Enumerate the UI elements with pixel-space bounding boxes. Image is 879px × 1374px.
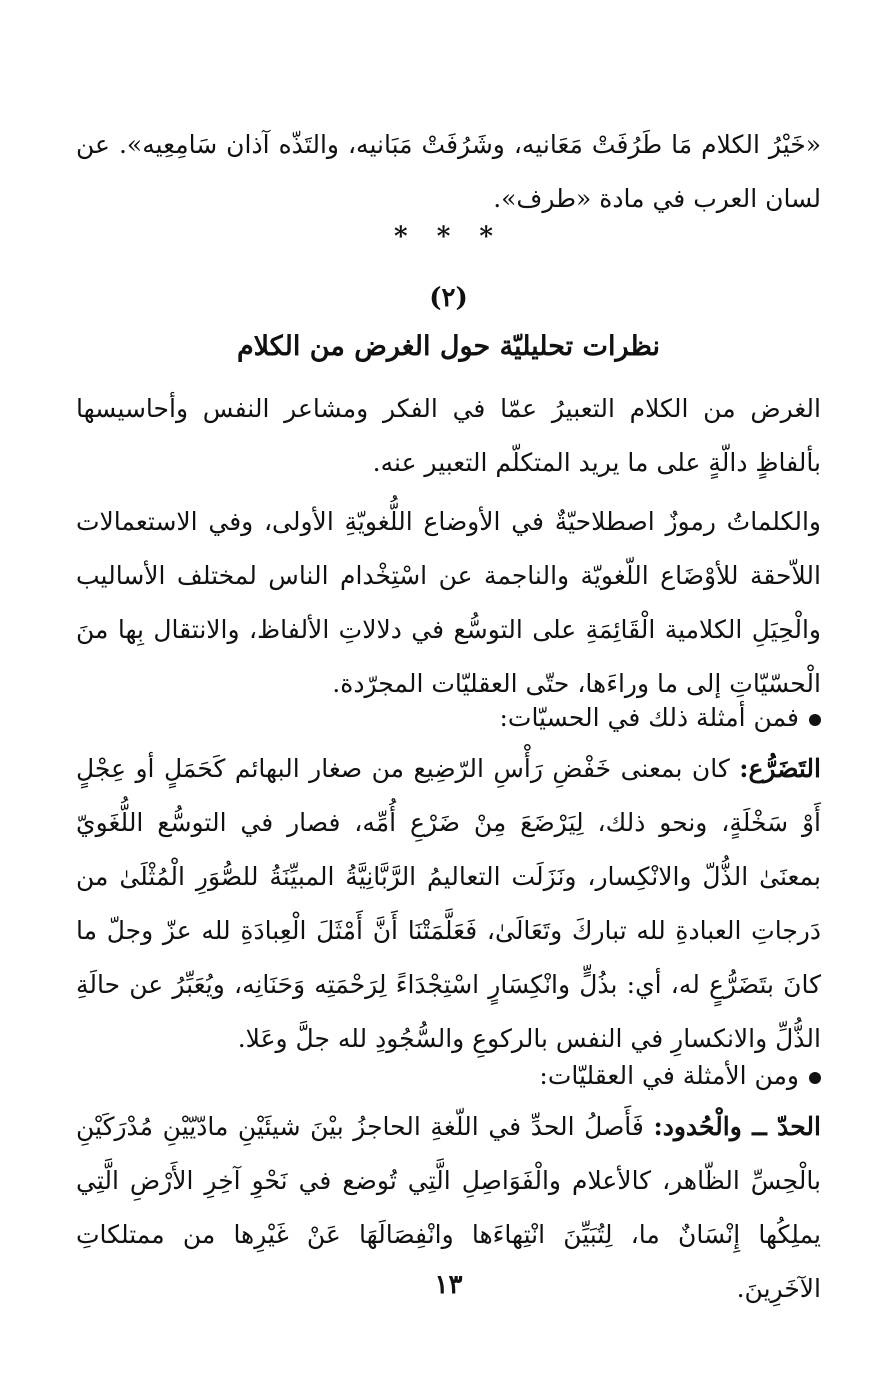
term-tadarru: التَضَرُّع: <box>739 754 821 783</box>
paragraph-tadarru-text: كان بمعنى خَفْضِ رَأْسِ الرّضِيع من صغار البهائم كَحَمَلٍ أو عِجْلٍ أَوْ سَخْلَةٍ، ونحو ذلك، لِيَرْضَعَ مِنْ ضَرْعِ أُمِّه، فصار في التوسُّع اللُّغَويّ بمعنَىٰ الذُّلّ والانْكِسار، ونَزَلَت التعاليمُ الرَّبَّانِيَّةُ المبيِّنَةُ للصُّوَرِ الْمُثْلَىٰ من دَرجاتِ العبادةِ لله تباركَ وتَعَالَىٰ، فَعَلَّمَتْنَا أَنَّ أَمْثَلَ الْعِبادَةِ لله عزّ وجلّ ما كانَ بتَضَرُّعٍ له، أي: بذُلٍّ وانْكِسَارٍ اسْتِجْدَاءً لِرَحْمَتِه وَحَنَانِه، ويُعَبِّرُ عن حالَةِ الذُّلِّ والانكسارِ في النفس بالركوعِ والسُّجُودِ لله جلَّ وعَلا. <box>76 754 821 1053</box>
opening-quote: «خَيْرُ الكلام مَا طَرُفَتْ مَعَانيه، وشَرُفَتْ مَبَانيه، والتَذّه آذان سَامِعِيه». عن لسان العرب في مادة «طرف». <box>76 130 821 213</box>
paragraph-tadarru <box>76 742 821 1066</box>
bullet-icon <box>809 1072 821 1084</box>
term-hadd: الحدّ ــ والْحُدود: <box>653 1112 821 1141</box>
paragraph-purpose-of-speech: الغرض من الكلام التعبيرُ عمّا في الفكر ومشاعر النفس وأحاسيسها بألفاظٍ دالّةٍ على ما يريد المتكلّم التعبير عنه. <box>76 394 821 477</box>
bullet-sensory-examples <box>76 691 821 745</box>
document-page <box>76 0 821 1374</box>
page-number: ١٣ <box>434 1270 463 1300</box>
section-title: نظرات تحليليّة حول الغرض من الكلام <box>236 331 661 362</box>
paragraph-hadd-text: فَأَصلُ الحدِّ في اللّغةِ الحاجزُ بيْنَ شيئَيْنِ مادّيّيْنِ مُدْرَكَيْنِ بالْحِسِّ الظّاهر، كالأعلام والْفَوَاصِلِ الَّتِي تُوضع في نَحْوِ آخِرِ الأَرْضِ الَّتِي يملِكُها إِنْسَانٌ ما، لِتُبَيِّنَ انْتِهاءَها وانْفِصَالَهَا عَنْ غَيْرِها من ممتلكاتِ الآخَرِينَ. <box>76 1112 821 1303</box>
section-separator: * * * <box>394 222 503 252</box>
paragraph-words-as-symbols: والكلماتُ رموزٌ اصطلاحيّةٌ في الأوضاع اللُّغويّةِ الأولى، وفي الاستعمالات اللاّحقة للأوْضَاع اللّغويّة والناجمة عن اسْتِخْدام الناس لمختلف الأساليب والْحِيَلِ الكلامية الْقَائِمَةِ على التوسُّع في دلالاتِ الألفاظ، والانتقال بِها منَ الْحسّيّاتِ إلى ما وراءَها، حتّى العقليّات المجرّدة. <box>76 507 821 698</box>
bullet-text: فمن أمثلة ذلك في الحسيّات: <box>499 703 799 732</box>
bullet-text: ومن الأمثلة في العقليّات: <box>539 1061 799 1090</box>
section-number: (٢) <box>429 283 468 313</box>
bullet-icon <box>809 714 821 726</box>
bullet-rational-examples <box>76 1049 821 1103</box>
